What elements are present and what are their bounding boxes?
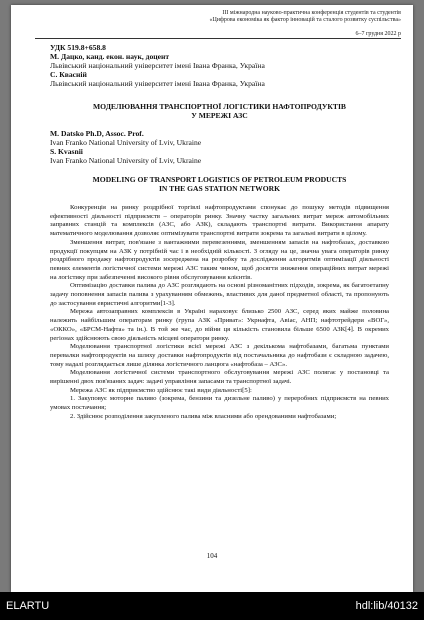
paragraph: Моделювання транспортної логістики всієї мережі АЗС з декількома нафтобазами, багатьма пунктами перевалки нафтопродуктів на шляху доставки нафтопродуктів від постачальника до нафтобази є складною задачею, тому надалі розглядається лише ділянка логістичного ланцюга «нафтобаза – АЗС». [50, 343, 389, 368]
paragraph: Конкуренція на ринку роздрібної торгівлі нафтопродуктами спонукає до пошуку методів підвищення ефективності діяльності підприємств – операторів ринку. Значну частку загальних витрат мереж автомобільних заправних станцій та комплексів (АЗС, або АЗК), складають транспортні витрати. Використання апарату математичного моделювання дозволяє оптимізувати транспортні витрати зокрема та загальні витрати в цілому. [50, 204, 389, 238]
title-ua-line-2: У МЕРЕЖІ АЗС [191, 111, 248, 120]
handle-label: hdl:lib/40132 [355, 600, 418, 612]
author-2-name: С. Квасній [50, 70, 87, 79]
header-rule [35, 38, 401, 39]
author-2-en-name: S. Kvasnii [50, 147, 83, 156]
title-ua-line-1: МОДЕЛЮВАННЯ ТРАНСПОРТНОЇ ЛОГІСТИКИ НАФТОПРОДУКТІВ [93, 102, 346, 111]
list-item: 2. Здійснює розподілення закупленого палива між власними або орендованими нафтобазами; [70, 412, 337, 420]
author-1-name: М. Дацко, канд. екон. наук, доцент [50, 52, 170, 61]
author-2-affiliation: Львівський національний університет імені Івана Франка, Україна [50, 79, 265, 88]
title-en-line-1: MODELING OF TRANSPORT LOGISTICS OF PETROLEUM PRODUCTS [92, 175, 347, 184]
en-author-block [50, 129, 389, 165]
ua-author-block [50, 43, 389, 88]
udk-code: УДК 519.8+658.8 [50, 43, 106, 52]
paragraph: Моделювання логістичної системи транспортного обслуговування мережі АЗС полягає у постановці та вирішенні двох пов'язаних задач: задачі управління запасами та транспортної задачі. [50, 369, 389, 386]
author-1-affiliation: Львівський національний університет імені Івана Франка, Україна [50, 61, 265, 70]
header-date: 6–7 грудня 2022 р [355, 31, 401, 37]
paragraph: Оптимізацію доставки палива до АЗС розглядають на основі різноманітних підходів, зокрема, як багатоетапну задачу поповнення запасів палива з урахуванням обмежень, властивих для даної предметної області, та пропонують до застосування евристичні алгоритми[1-3]. [50, 282, 389, 307]
author-1-en-affiliation: Ivan Franko National University of Lviv, Ukraine [50, 138, 202, 147]
header-line-2: «Цифрова економіка як фактор інновацій та сталого розвитку суспільства» [209, 17, 401, 23]
document-page [11, 5, 413, 592]
list-item: 1. Закуповує моторне паливо (зокрема, бензини та дизельне паливо) у переробних підприємств на певних умовах постачання; [50, 395, 389, 412]
running-header [141, 10, 401, 24]
title-en-line-2: IN THE GAS STATION NETWORK [158, 184, 281, 193]
page-number: 104 [206, 552, 218, 560]
paragraph: Зменшення витрат, пов'язане з вантажними перевезеннями, зменшенням запасів на нафтобазах, доставкою продукції покупцям на АЗК у потрібній час і в необхідній кількості. З огляду на це, значна увага операторів ринку роздрібного продажу нафтопродуктів зосереджена на розробку та дослідження алгоритмів оптимізації діяльності певних елементів логістичної системи мережі АЗС таким чином, щоб досягти зниження операційних витрат мережі на логістику при забезпеченні високого рівня обслуговування клієнтів. [50, 238, 389, 281]
title-en [50, 175, 389, 193]
paragraph: Мережа АЗС як підприємство здійснює такі види діяльності[5]: [70, 386, 252, 394]
viewer-footer-bar [0, 592, 424, 620]
author-1-en-name: M. Datsko Ph.D, Assoc. Prof. [50, 129, 144, 138]
paragraph: Мережа автозаправних комплексів в Україні нараховує близько 2500 АЗС, серед яких майже половина належить найбільшим операторам ринку (група АЗК «Приват»: Укрнафта, Авіас, АНП; нафтотрейдери «ВОГ», «ОККО», «БРСМ-Нафта» та ін.). В той же час, до війни ця кількість становила більше 6500 АЗК[4]. В окремих регіонах здійснюють свою діяльність місцеві оператори ринку. [50, 308, 389, 342]
title-ua [50, 102, 389, 120]
article-body [50, 204, 389, 422]
author-2-en-affiliation: Ivan Franko National University of Lviv, Ukraine [50, 156, 202, 165]
header-line-1: ІІІ міжнародна науково-практична конференція студентів та студентів [222, 10, 401, 16]
repository-label: ELARTU [6, 600, 50, 612]
